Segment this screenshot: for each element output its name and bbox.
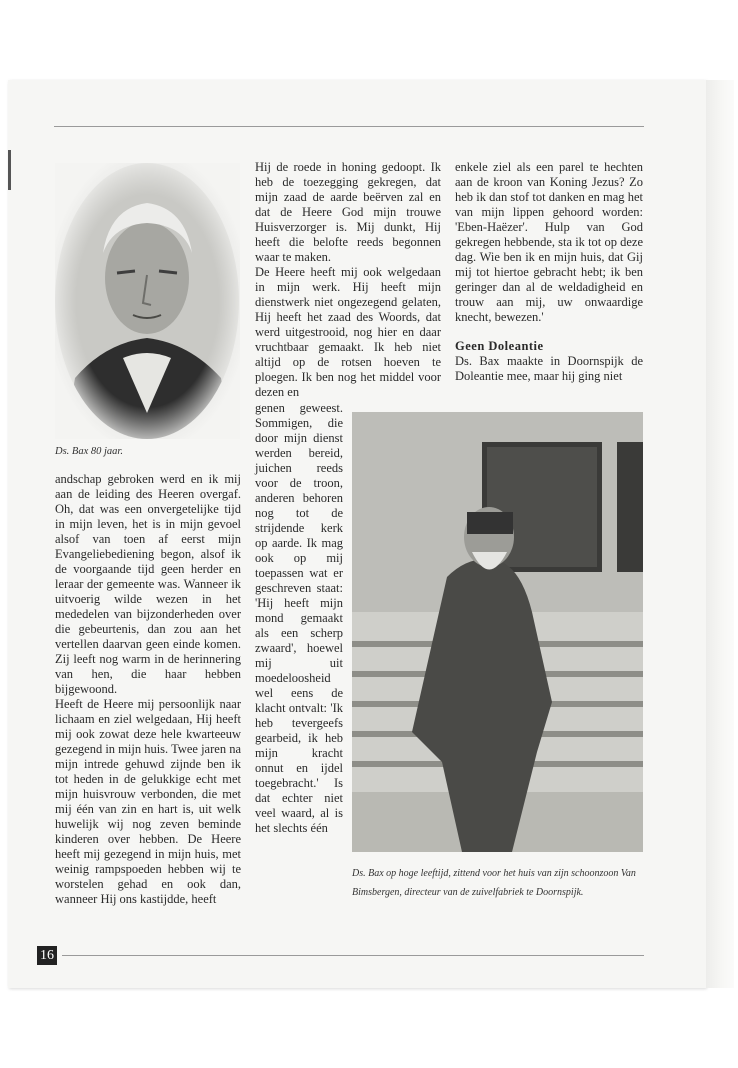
section-heading: Geen Doleantie — [455, 339, 544, 353]
seated-caption: Ds. Bax op hoge leeftijd, zittend voor het huis van zijn schoonzoon Van Bimsbergen, directeur van de zuivelfabriek te Doornspijk. — [352, 868, 636, 898]
top-rule — [54, 126, 644, 127]
column-1 — [55, 472, 241, 907]
seated-photo — [352, 412, 643, 852]
column-3-paragraph-1: enkele ziel als een parel te hechten aan de kroon van Koning Jezus? Zo heb ik dan stof tot danken en mag het van mijn lippen gehoord worden: 'Eben-Haëzer'. Hulp van God gekregen hebbende, sta ik tot op deze dag. Wie ben ik en mijn huis, dat Gij mij tot hiertoe gebracht hebt; ik ben geringer dan al de weldadigheid en trouw aan mij, uw onwaardige knecht, bewezen.' — [455, 160, 643, 324]
page-number: 16 — [37, 946, 57, 965]
column-1-paragraph-1: andschap gebroken werd en ik mij aan de leiding des Heeren overgaf. Oh, dat was een onvergetelijke tijd in mijn leven, het is in mijn gevoel alsof van toen af eerst mijn Evangeliebediening begon, alsof ik de voorgaande tijd geen herder en leraar der gemeente was. Wanneer ik uitvoerig wilde wezen in het mededelen van bijzonderheden over die gebeurtenis, dan zou aan het vertellen daarvan geen einde komen. Zij leeft nog warm in de herinnering van hen, die haar hebben bijgewoond. — [55, 472, 241, 696]
column-3 — [455, 160, 643, 384]
column-2 — [255, 160, 441, 400]
column-2-narrow — [255, 401, 343, 836]
column-2-paragraph-2: De Heere heeft mij ook welgedaan in mijn werk. Hij heeft mijn dienstwerk niet ongezegend gelaten, Hij heeft het zaad des Woords, dat werd uitgestrooid, nog hier en daar vruchtbaar gemaakt. Ik heb niet altijd op de rotsen hoeven te ploegen. Ik ben nog het middel voor dezen en — [255, 265, 441, 399]
column-1-paragraph-2: Heeft de Heere mij persoonlijk naar lichaam en ziel welgedaan, Hij heeft mij ook zowat deze hele kwarteeuw gezegend in mijn huis. Twee jaren na mijn intrede gehuwd zijnde ben ik tot heden in de gelukkige echt met mijn huisvrouw verbonden, die met mij één van zin en hart is, uit welk huwelijk wij nog zeven beminde kinderen over hebben. De Heere heeft mij gezegend in mijn huis, met weinig rampspoeden hebben wij te worstelen gehad en ook dan, wanneer Hij ons kastijdde, heeft — [55, 697, 241, 906]
portrait-caption: Ds. Bax 80 jaar. — [55, 446, 123, 457]
column-3-paragraph-2: Ds. Bax maakte in Doornspijk de Doleantie mee, maar hij ging niet — [455, 354, 643, 383]
bottom-rule — [62, 955, 644, 956]
column-2-paragraph-3: genen geweest. Sommigen, die door mijn dienst werden bereid, juichen reeds voor de troon, anderen behoren nog tot de strijdende kerk op aarde. Ik mag ook op mij toepassen wat er geschreven staat: 'Hij heeft mijn mond gemaakt als een scherp zwaard', hoewel mij uit moedeloosheid wel eens de klacht ontvalt: 'Ik heb tevergeefs gearbeid, ik heb mijn kracht onnut en ijdel toegebracht.' Is dat echter niet veel waard, al is het slechts één — [255, 401, 343, 835]
column-2-paragraph-1: Hij de roede in honing gedoopt. Ik heb de toezegging gekregen, dat mijn zaad de aarde beërven zal en dat de Heere God mijn trouwe Huisverzorger is. Mij dunkt, Hij heeft die belofte reeds begonnen waar te maken. — [255, 160, 441, 264]
portrait-photo — [55, 163, 240, 439]
binding-mark — [8, 150, 11, 190]
page-edge — [706, 80, 734, 988]
